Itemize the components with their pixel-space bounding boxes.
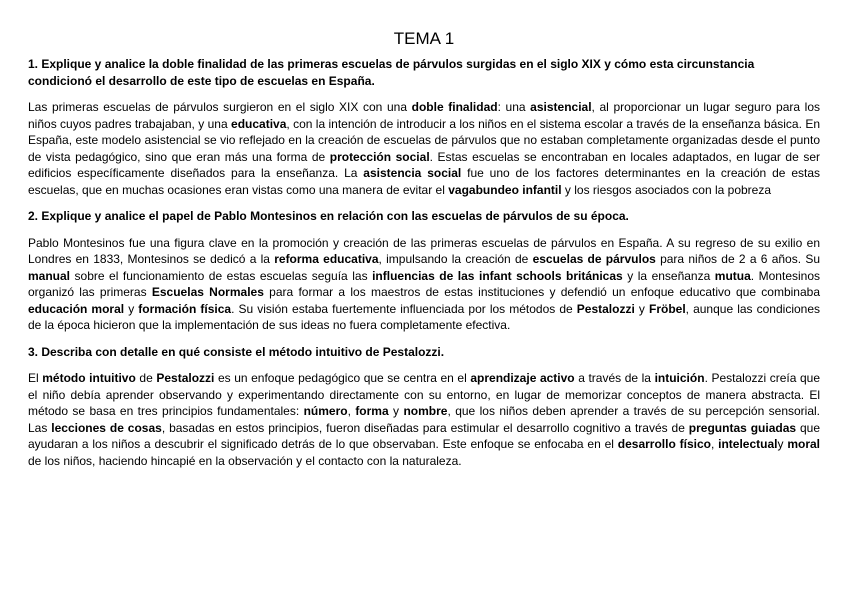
answer-1: Las primeras escuelas de párvulos surgieron en el siglo XIX con una doble finalidad: una asistencial, al proporcionar un lugar seguro para los niños cuyos padres trabajaban, y una educativa, con la intención de introducir a los niños en el sistema escolar a través de la enseñanza básica. En España, este modelo asistencial se vio reflejado en la creación de escuelas de párvulos que no estaban completamente organizadas desde el punto de vista pedagógico, sino que eran más una forma de protección social. Estas escuelas se encontraban en locales adaptados, en lugar de ser edificios específicamente diseñados para la enseñanza. La asistencia social fue uno de los factores determinantes en la creación de estas escuelas, que en muchas ocasiones eran vistas como una manera de evitar el vagabundeo infantil y los riesgos asociados con la pobreza bbox=[28, 100, 820, 197]
bold-term: escuelas de párvulos bbox=[532, 252, 656, 266]
bold-term: asistencial bbox=[530, 100, 592, 114]
bold-term: número bbox=[303, 404, 348, 418]
bold-term: Fröbel bbox=[648, 301, 686, 316]
bold-term: forma bbox=[355, 404, 389, 418]
bold-term: educativa bbox=[231, 116, 287, 131]
bold-term: moral bbox=[787, 437, 821, 451]
document-title: TEMA 1 bbox=[393, 29, 455, 48]
bold-term: Pestalozzi bbox=[156, 371, 215, 385]
bold-term: método intuitivo bbox=[42, 371, 136, 385]
section-2 bbox=[28, 208, 820, 334]
bold-term: reforma educativa bbox=[274, 252, 379, 266]
bold-term: manual bbox=[28, 268, 71, 283]
bold-term: asistencia social bbox=[363, 166, 462, 180]
question-2: 2. Explique y analice el papel de Pablo Montesinos en relación con las escuelas de párvulos de su época. bbox=[28, 209, 629, 223]
bold-term: formación física bbox=[138, 301, 232, 316]
bold-term: lecciones de cosas bbox=[51, 420, 162, 435]
bold-term: doble finalidad bbox=[411, 100, 498, 114]
bold-term: preguntas guiadas bbox=[688, 420, 797, 435]
bold-term: vagabundeo infantil bbox=[448, 182, 562, 197]
bold-term: influencias de las infant schools británicas bbox=[372, 268, 623, 283]
bold-term: Pestalozzi bbox=[576, 301, 635, 316]
question-3: 3. Describa con detalle en qué consiste el método intuitivo de Pestalozzi. bbox=[28, 344, 445, 359]
bold-term: mutua bbox=[714, 268, 751, 283]
bold-term: intelectual bbox=[718, 437, 778, 451]
bold-term: Escuelas Normales bbox=[151, 285, 264, 299]
section-1 bbox=[28, 56, 820, 198]
bold-term: intuición bbox=[654, 371, 705, 385]
bold-term: aprendizaje activo bbox=[470, 371, 575, 385]
answer-2: Pablo Montesinos fue una figura clave en la promoción y creación de las primeras escuelas de párvulos en España. A su regreso de su exilio en Londres en 1833, Montesinos se dedicó a la reforma educativa, impulsando la creación de escuelas de párvulos para niños de 2 a 6 años. Su manual sobre el funcionamiento de estas escuelas seguía las influencias de las infant schools británicas y la enseñanza mutua. Montesinos organizó las primeras Escuelas Normales para formar a los maestros de estas instituciones y defendió un enfoque educativo que combinaba educación moral y formación física. Su visión estaba fuertemente influenciada por los métodos de Pestalozzi y Fröbel, aunque las condiciones de la época hicieron que la implementación de sus ideas no fuera completamente efectiva. bbox=[28, 235, 821, 332]
answer-3: El método intuitivo de Pestalozzi es un enfoque pedagógico que se centra en el aprendizaje activo a través de la intuición. Pestalozzi creía que el niño debía aprender observando y experimentando directamente con su entorno, en lugar de memorizar conceptos de manera abstracta. El método se basa en tres principios fundamentales: número, forma y nombre, que los niños deben aprender a través de su percepción sensorial. Las lecciones de cosas, basadas en estos principios, fueron diseñadas para estimular el desarrollo cognitivo a través de preguntas guiadas que ayudaran a los niños a descubrir el significado detrás de lo que observaban. Este enfoque se enfocaba en el desarrollo físico, intelectualy moral de los niños, haciendo hincapié en la observación y el contacto con la naturaleza. bbox=[28, 371, 821, 468]
question-1: 1. Explique y analice la doble finalidad de las primeras escuelas de párvulos surgidas en el siglo XIX y cómo esta circunstancia condicionó el desarrollo de este tipo de escuelas en España. bbox=[28, 57, 755, 88]
bold-term: educación moral bbox=[28, 301, 125, 316]
bold-term: protección social bbox=[329, 149, 430, 164]
bold-term: desarrollo físico bbox=[617, 437, 711, 451]
section-3 bbox=[28, 344, 820, 470]
bold-term: nombre bbox=[403, 404, 448, 418]
